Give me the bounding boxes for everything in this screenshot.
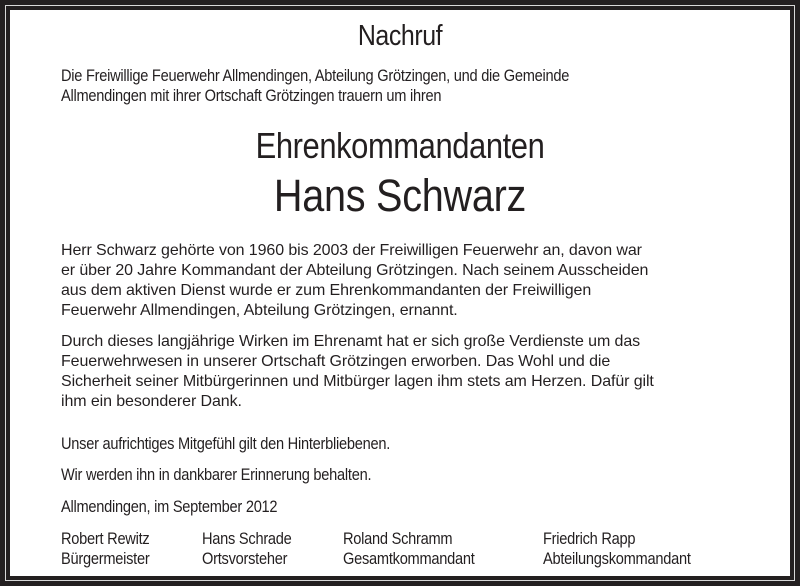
signatory-role: Abteilungskommandant [543,549,691,568]
paragraph-line: er über 20 Jahre Kommandant der Abteilung Grötzingen. Nach seinem Ausscheiden [61,262,649,279]
deceased-name: Hans Schwarz [273,170,527,221]
signatory-role: Ortsvorsteher [202,549,288,568]
paragraph-line: Durch dieses langjährige Wirken im Ehrenamt hat er sich große Verdienste um das [61,333,641,350]
paragraph-line: aus dem aktiven Dienst wurde er zum Ehrenkommandanten der Freiwilligen [61,282,592,299]
paragraph-line: Herr Schwarz gehörte von 1960 bis 2003 der Freiwilligen Feuerwehr an, davon war [61,242,642,259]
obituary-title: Nachruf [357,20,443,52]
paragraph-line: Sicherheit seiner Mitbürgerinnen und Mitbürger lagen ihm stets am Herzen. Dafür gilt [61,373,654,390]
signatory [543,529,691,569]
honorific-title: Ehrenkommandanten [255,125,545,166]
intro-line: Allmendingen mit ihrer Ortschaft Grötzingen trauern um ihren [61,86,442,105]
paragraph-line: Feuerwehrwesen in unserer Ortschaft Grötzingen erworben. Das Wohl und die [61,353,611,370]
remembrance-text: Wir werden ihn in dankbarer Erinnerung behalten. [61,465,372,484]
merit-paragraph [61,332,654,412]
signatory-role: Bürgermeister [61,549,150,568]
signatory-role: Gesamtkommandant [343,549,475,568]
obituary-frame-inner [8,8,792,578]
intro-text [61,66,663,106]
paragraph-line: Feuerwehr Allmendingen, Abteilung Grötzingen, ernannt. [61,302,458,319]
biography-paragraph [61,241,648,321]
signatory-name: Hans Schrade [202,529,292,548]
place-date: Allmendingen, im September 2012 [61,497,278,516]
signatory [343,529,475,569]
signatory-name: Roland Schramm [343,529,453,548]
obituary-frame-outer [5,5,795,581]
intro-line: Die Freiwillige Feuerwehr Allmendingen, Abteilung Grötzingen, und die Gemeinde [61,66,570,85]
paragraph-line: ihm ein besonderer Dank. [61,393,242,410]
signatory-name: Friedrich Rapp [543,529,636,548]
signatory [61,529,149,569]
condolence-text: Unser aufrichtiges Mitgefühl gilt den Hinterbliebenen. [61,434,391,453]
signatory-name: Robert Rewitz [61,529,150,548]
signatory [202,529,292,569]
obituary-content [10,10,790,576]
obituary-paper [10,10,790,576]
